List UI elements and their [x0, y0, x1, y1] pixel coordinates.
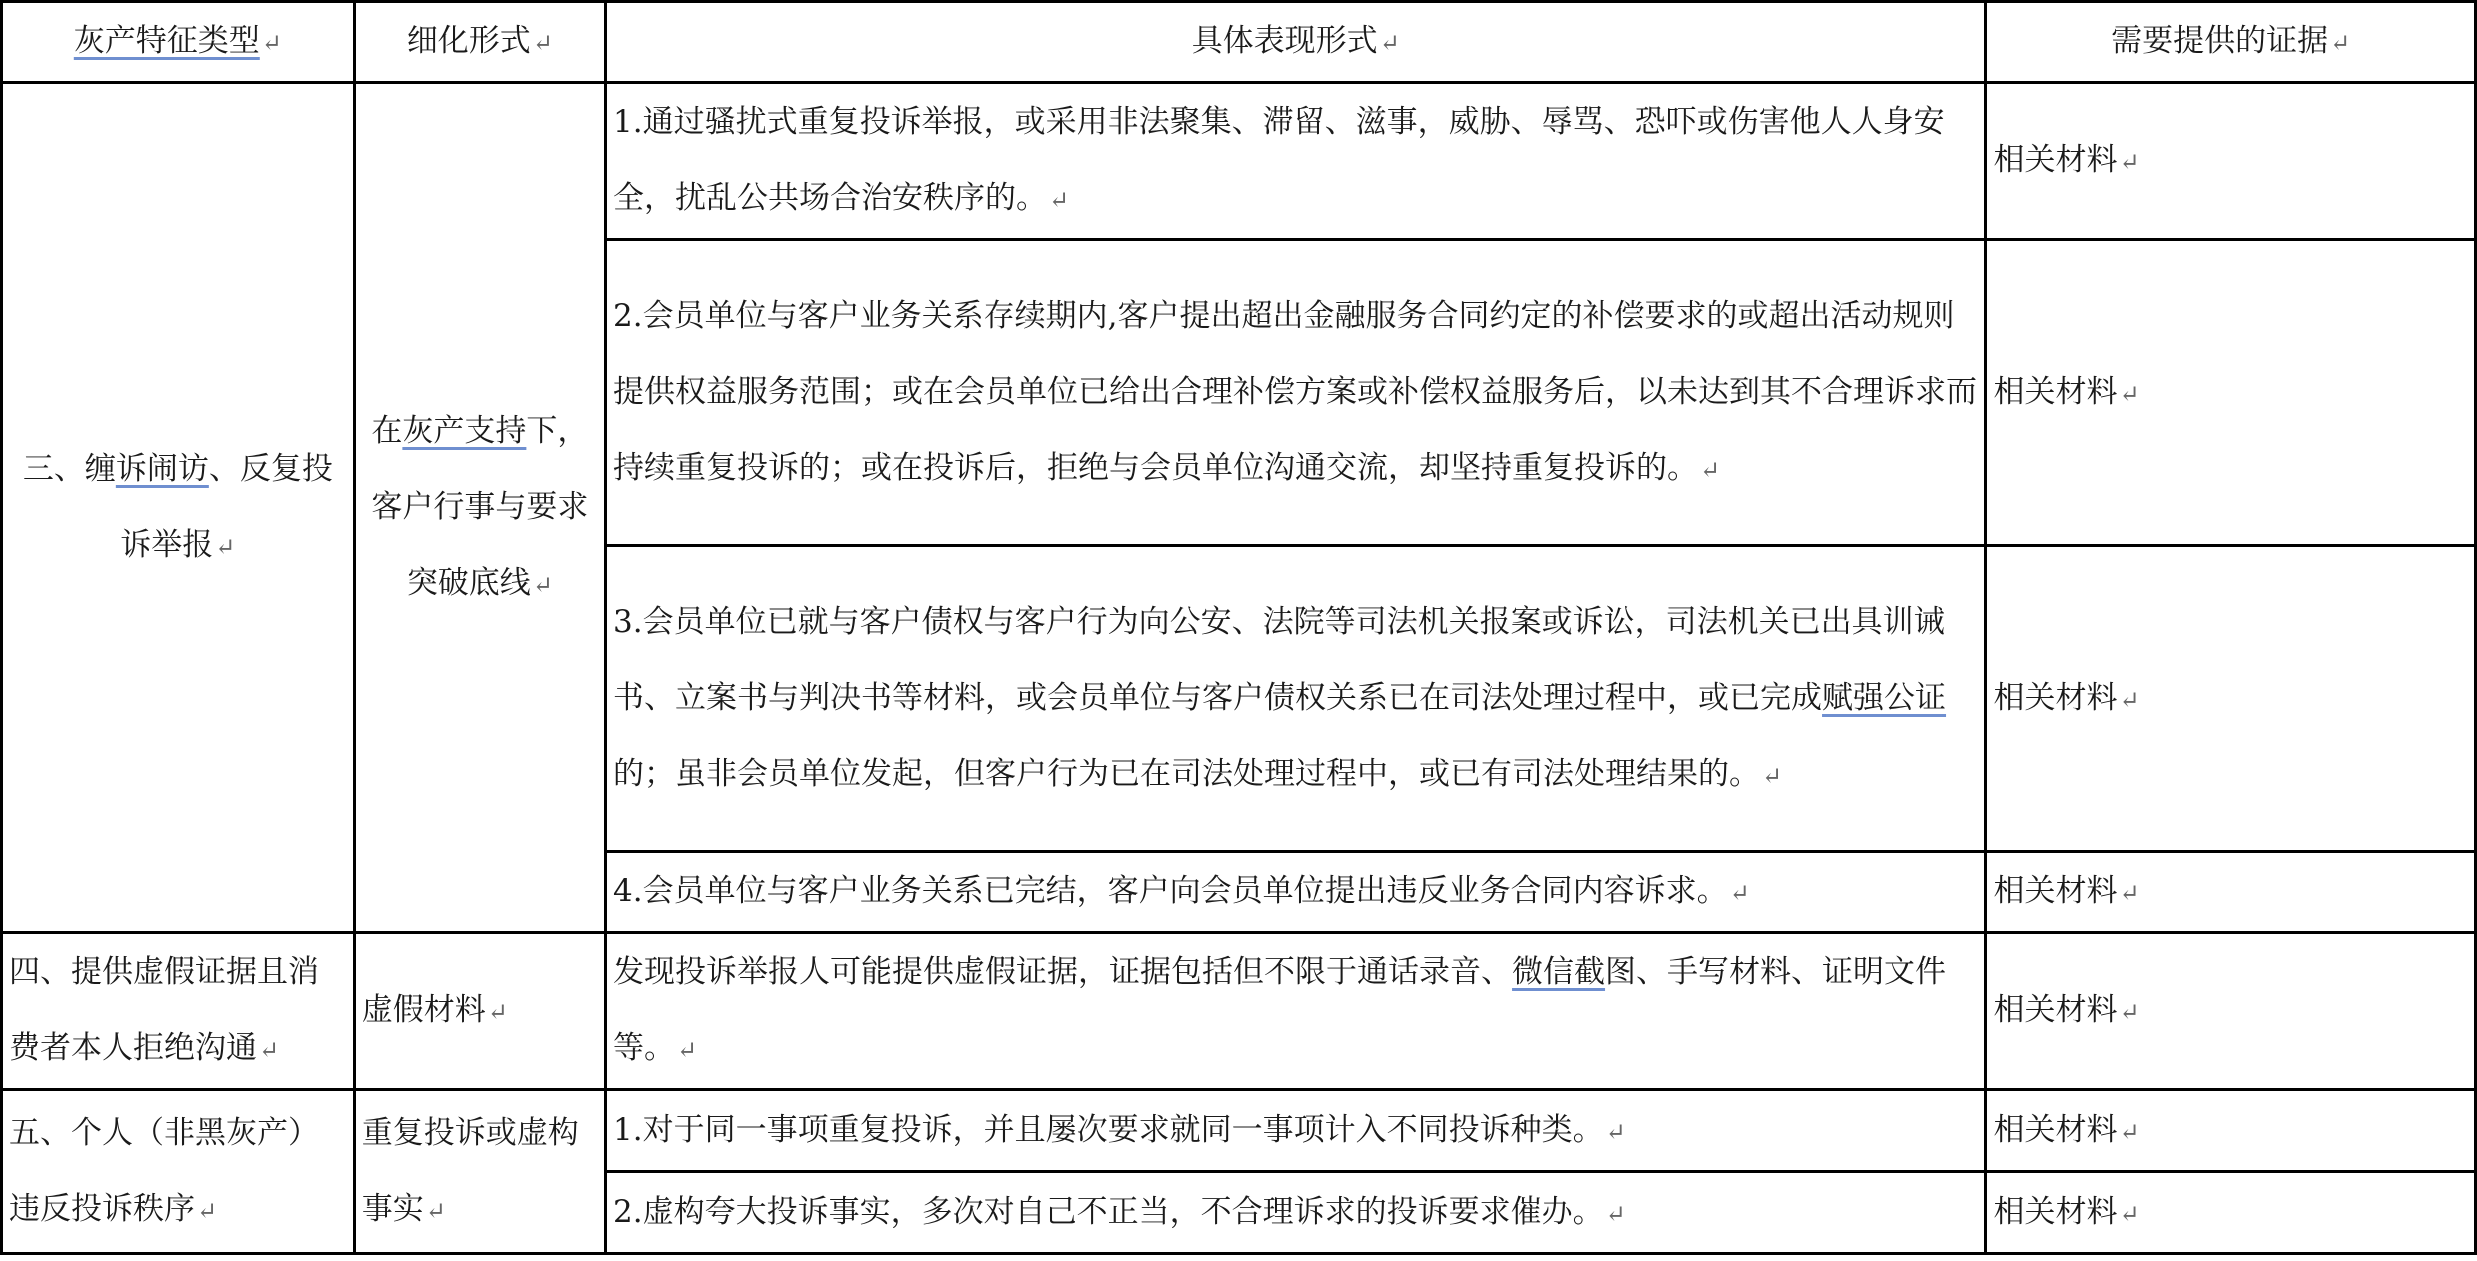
table-row — [2, 83, 2476, 240]
manifestation-cell: 2.虚构夸大投诉事实，多次对自己不正当，不合理诉求的投诉要求催办。↵ — [606, 1172, 1986, 1254]
manifestation-cell: 1.通过骚扰式重复投诉举报，或采用非法聚集、滞留、滋事，威胁、辱骂、恐吓或伤害他人人身安全，扰乱公共场合治安秩序的。↵ — [606, 83, 1986, 240]
evidence-cell: 相关材料↵ — [1986, 852, 2476, 933]
subform-cell: 重复投诉或虚构事实↵ — [354, 1090, 605, 1254]
manifestation-cell: 4.会员单位与客户业务关系已完结，客户向会员单位提出违反业务合同内容诉求。↵ — [606, 852, 1986, 933]
type-cell: 四、提供虚假证据且消费者本人拒绝沟通↵ — [2, 933, 355, 1090]
table-row — [2, 933, 2476, 1090]
manifestation-cell: 2.会员单位与客户业务关系存续期内,客户提出超出金融服务合同约定的补偿要求的或超出活动规则提供权益服务范围；或在会员单位已给出合理补偿方案或补偿权益服务后，以未达到其不合理诉求而持续重复投诉的；或在投诉后，拒绝与会员单位沟通交流，却坚持重复投诉的。↵ — [606, 240, 1986, 546]
manifestation-cell: 3.会员单位已就与客户债权与客户行为向公安、法院等司法机关报案或诉讼，司法机关已出具训诫书、立案书与判决书等材料，或会员单位与客户债权关系已在司法处理过程中，或已完成赋强公证的；虽非会员单位发起，但客户行为已在司法处理过程中，或已有司法处理结果的。↵ — [606, 546, 1986, 852]
manifestation-cell: 1.对于同一事项重复投诉，并且屡次要求就同一事项计入不同投诉种类。↵ — [606, 1090, 1986, 1172]
evidence-cell: 相关材料↵ — [1986, 933, 2476, 1090]
header-subform: 细化形式↵ — [354, 2, 605, 83]
header-manifestation: 具体表现形式↵ — [606, 2, 1986, 83]
table-row — [2, 1090, 2476, 1172]
evidence-cell: 相关材料↵ — [1986, 1172, 2476, 1254]
type-cell: 五、个人（非黑灰产）违反投诉秩序↵ — [2, 1090, 355, 1254]
evidence-cell: 相关材料↵ — [1986, 240, 2476, 546]
subform-cell: 虚假材料↵ — [354, 933, 605, 1090]
manifestation-cell: 发现投诉举报人可能提供虚假证据，证据包括但不限于通话录音、微信截图、手写材料、证明文件等。↵ — [606, 933, 1986, 1090]
header-row — [2, 2, 2476, 83]
evidence-cell: 相关材料↵ — [1986, 546, 2476, 852]
type-cell: 三、缠诉闹访、反复投诉举报↵ — [2, 83, 355, 933]
subform-cell: 在灰产支持下，客户行事与要求突破底线↵ — [354, 83, 605, 933]
header-type: 灰产特征类型↵ — [2, 2, 355, 83]
evidence-cell: 相关材料↵ — [1986, 1090, 2476, 1172]
evidence-cell: 相关材料↵ — [1986, 83, 2476, 240]
header-evidence: 需要提供的证据↵ — [1986, 2, 2476, 83]
